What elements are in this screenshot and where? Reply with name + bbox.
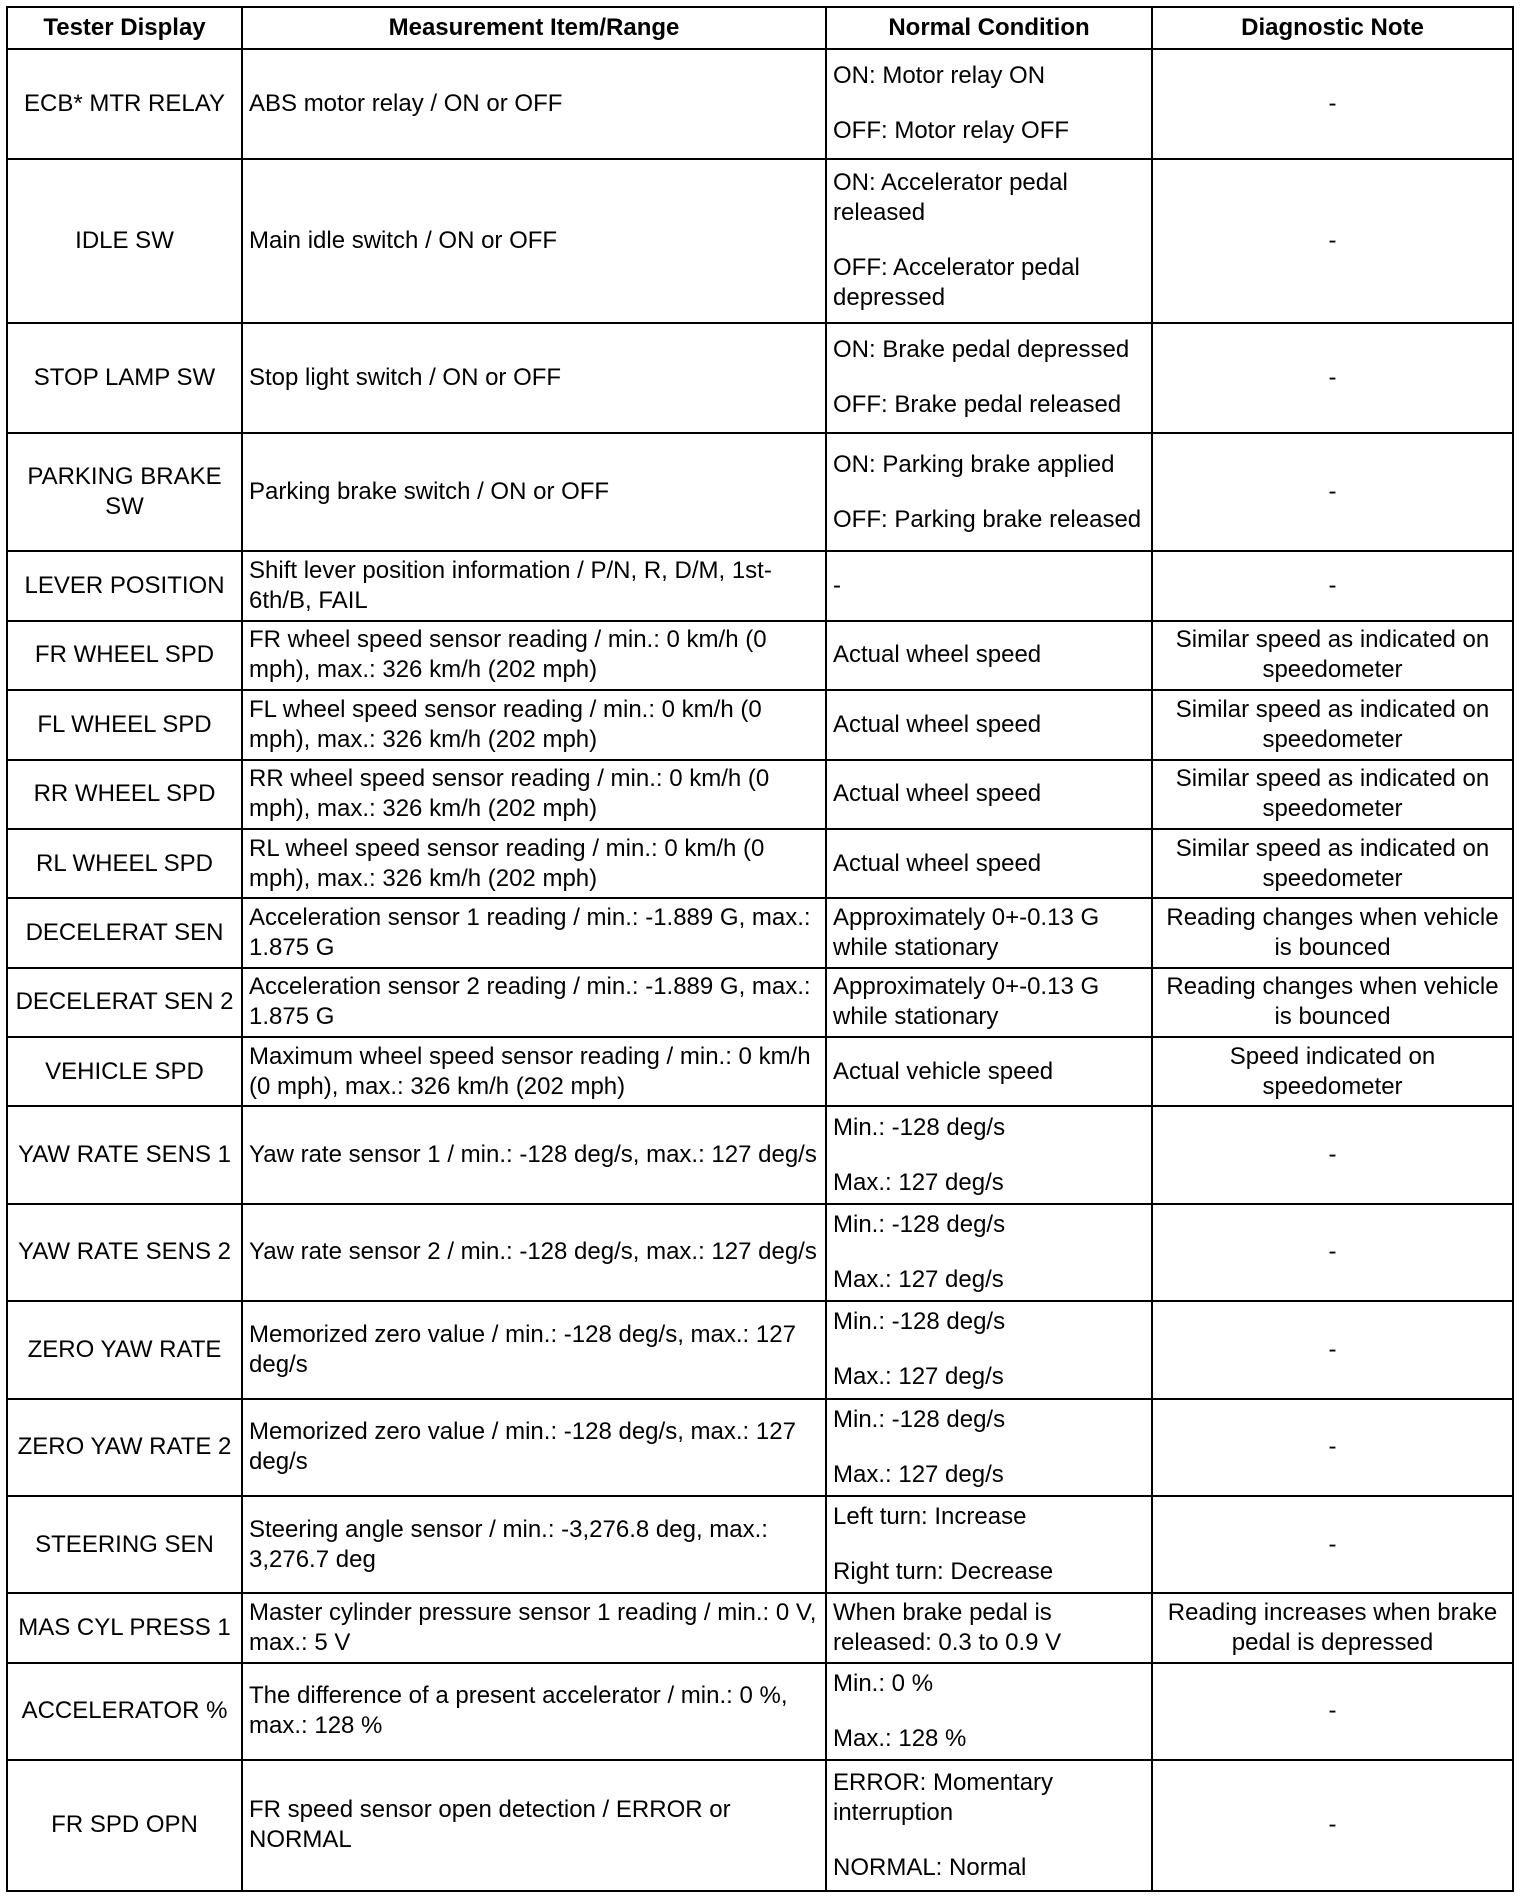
normal-condition-cell bbox=[826, 551, 1152, 620]
measurement-item-cell: Stop light switch / ON or OFF bbox=[242, 323, 826, 433]
tester-display-cell: YAW RATE SENS 2 bbox=[7, 1204, 242, 1301]
normal-condition-cell bbox=[826, 1593, 1152, 1662]
table-row bbox=[7, 621, 1513, 690]
table-row bbox=[7, 433, 1513, 552]
diagnostic-note-cell: Similar speed as indicated on speedometer bbox=[1152, 829, 1513, 898]
normal-condition-line: Min.: -128 deg/s bbox=[833, 1308, 1006, 1336]
normal-condition-line: Min.: -128 deg/s bbox=[833, 1113, 1006, 1141]
table-row bbox=[7, 968, 1513, 1037]
table-row bbox=[7, 690, 1513, 759]
normal-condition-line: ON: Parking brake applied bbox=[833, 450, 1115, 478]
diagnostic-note-cell: - bbox=[1152, 159, 1513, 324]
diagnostic-note-cell: - bbox=[1152, 1106, 1513, 1203]
diagnostic-note-cell: - bbox=[1152, 1301, 1513, 1398]
tester-display-cell: ZERO YAW RATE bbox=[7, 1301, 242, 1398]
table-row bbox=[7, 323, 1513, 433]
normal-condition-cell bbox=[826, 1301, 1152, 1398]
normal-condition-cell bbox=[826, 1760, 1152, 1891]
normal-condition-cell bbox=[826, 1496, 1152, 1593]
diagnostic-note-cell: - bbox=[1152, 49, 1513, 159]
table-row bbox=[7, 1496, 1513, 1593]
tester-display-cell: ECB* MTR RELAY bbox=[7, 49, 242, 159]
tester-display-cell: DECELERAT SEN 2 bbox=[7, 968, 242, 1037]
tester-display-cell: STEERING SEN bbox=[7, 1496, 242, 1593]
measurement-item-cell: Memorized zero value / min.: -128 deg/s, max.: 127 deg/s bbox=[242, 1301, 826, 1398]
normal-condition-line: Right turn: Decrease bbox=[833, 1558, 1054, 1586]
normal-condition-line: OFF: Motor relay OFF bbox=[833, 117, 1070, 145]
measurement-item-cell: FR wheel speed sensor reading / min.: 0 km/h (0 mph), max.: 326 km/h (202 mph) bbox=[242, 621, 826, 690]
table-row bbox=[7, 1301, 1513, 1398]
normal-condition-cell bbox=[826, 968, 1152, 1037]
tester-display-cell: DECELERAT SEN bbox=[7, 898, 242, 967]
normal-condition-line: Left turn: Increase bbox=[833, 1503, 1027, 1531]
measurement-item-cell: Acceleration sensor 1 reading / min.: -1.889 G, max.: 1.875 G bbox=[242, 898, 826, 967]
normal-condition-line: ERROR: Momentary interruption bbox=[833, 1768, 1054, 1826]
measurement-item-cell: Shift lever position information / P/N, R, D/M, 1st-6th/B, FAIL bbox=[242, 551, 826, 620]
normal-condition-line: Actual wheel speed bbox=[833, 780, 1042, 808]
table-row bbox=[7, 159, 1513, 324]
table-row bbox=[7, 551, 1513, 620]
tester-display-cell: RL WHEEL SPD bbox=[7, 829, 242, 898]
diagnostic-note-cell: Reading changes when vehicle is bounced bbox=[1152, 898, 1513, 967]
normal-condition-line: Max.: 128 % bbox=[833, 1724, 967, 1752]
tester-display-cell: VEHICLE SPD bbox=[7, 1037, 242, 1106]
normal-condition-cell bbox=[826, 433, 1152, 552]
diagnostic-note-cell: Reading increases when brake pedal is depressed bbox=[1152, 1593, 1513, 1662]
measurement-item-cell: Acceleration sensor 2 reading / min.: -1.889 G, max.: 1.875 G bbox=[242, 968, 826, 1037]
diagnostic-note-cell: - bbox=[1152, 551, 1513, 620]
normal-condition-line: Min.: 0 % bbox=[833, 1669, 934, 1697]
diagnostic-note-cell: Reading changes when vehicle is bounced bbox=[1152, 968, 1513, 1037]
normal-condition-cell bbox=[826, 621, 1152, 690]
measurement-item-cell: Maximum wheel speed sensor reading / min.: 0 km/h (0 mph), max.: 326 km/h (202 mph) bbox=[242, 1037, 826, 1106]
table-row bbox=[7, 1399, 1513, 1496]
normal-condition-line: Min.: -128 deg/s bbox=[833, 1405, 1006, 1433]
normal-condition-line: Max.: 127 deg/s bbox=[833, 1460, 1004, 1488]
diagnostic-note-cell: Similar speed as indicated on speedometer bbox=[1152, 760, 1513, 829]
table-row bbox=[7, 1204, 1513, 1301]
table-row bbox=[7, 1760, 1513, 1891]
diagnostic-note-cell: - bbox=[1152, 433, 1513, 552]
normal-condition-cell bbox=[826, 1037, 1152, 1106]
normal-condition-cell bbox=[826, 1663, 1152, 1760]
normal-condition-cell bbox=[826, 159, 1152, 324]
tester-display-cell: IDLE SW bbox=[7, 159, 242, 324]
normal-condition-cell bbox=[826, 898, 1152, 967]
tester-display-cell: YAW RATE SENS 1 bbox=[7, 1106, 242, 1203]
table-row bbox=[7, 898, 1513, 967]
tester-display-cell: RR WHEEL SPD bbox=[7, 760, 242, 829]
header-normal-condition: Normal Condition bbox=[826, 7, 1152, 49]
measurement-item-cell: Main idle switch / ON or OFF bbox=[242, 159, 826, 324]
normal-condition-line: Actual wheel speed bbox=[833, 641, 1042, 669]
measurement-item-cell: RR wheel speed sensor reading / min.: 0 km/h (0 mph), max.: 326 km/h (202 mph) bbox=[242, 760, 826, 829]
tester-display-cell: FL WHEEL SPD bbox=[7, 690, 242, 759]
normal-condition-line: OFF: Brake pedal released bbox=[833, 391, 1122, 419]
measurement-item-cell: Yaw rate sensor 1 / min.: -128 deg/s, max.: 127 deg/s bbox=[242, 1106, 826, 1203]
diagnostic-note-cell: Speed indicated on speedometer bbox=[1152, 1037, 1513, 1106]
diagnostic-note-cell: - bbox=[1152, 1496, 1513, 1593]
normal-condition-cell bbox=[826, 1204, 1152, 1301]
measurement-item-cell: Memorized zero value / min.: -128 deg/s, max.: 127 deg/s bbox=[242, 1399, 826, 1496]
measurement-item-cell: Yaw rate sensor 2 / min.: -128 deg/s, max.: 127 deg/s bbox=[242, 1204, 826, 1301]
diagnostic-note-cell: Similar speed as indicated on speedometer bbox=[1152, 621, 1513, 690]
normal-condition-cell bbox=[826, 690, 1152, 759]
normal-condition-line: - bbox=[833, 572, 841, 600]
measurement-item-cell: The difference of a present accelerator / min.: 0 %, max.: 128 % bbox=[242, 1663, 826, 1760]
tester-display-cell: ACCELERATOR % bbox=[7, 1663, 242, 1760]
table-body bbox=[7, 49, 1513, 1891]
normal-condition-line: Max.: 127 deg/s bbox=[833, 1363, 1004, 1391]
measurement-item-cell: Steering angle sensor / min.: -3,276.8 deg, max.: 3,276.7 deg bbox=[242, 1496, 826, 1593]
tester-display-cell: MAS CYL PRESS 1 bbox=[7, 1593, 242, 1662]
table-row bbox=[7, 1037, 1513, 1106]
header-diagnostic-note: Diagnostic Note bbox=[1152, 7, 1513, 49]
normal-condition-line: ON: Motor relay ON bbox=[833, 62, 1046, 90]
normal-condition-line: OFF: Accelerator pedal depressed bbox=[833, 254, 1080, 312]
measurement-item-cell: Master cylinder pressure sensor 1 reading / min.: 0 V, max.: 5 V bbox=[242, 1593, 826, 1662]
normal-condition-line: NORMAL: Normal bbox=[833, 1853, 1027, 1881]
header-tester-display: Tester Display bbox=[7, 7, 242, 49]
diagnostic-note-cell: - bbox=[1152, 1204, 1513, 1301]
table-row bbox=[7, 760, 1513, 829]
diagnostic-note-cell: - bbox=[1152, 1663, 1513, 1760]
normal-condition-cell bbox=[826, 829, 1152, 898]
tester-display-cell: ZERO YAW RATE 2 bbox=[7, 1399, 242, 1496]
normal-condition-line: Min.: -128 deg/s bbox=[833, 1210, 1006, 1238]
table-row bbox=[7, 1593, 1513, 1662]
normal-condition-line: ON: Brake pedal depressed bbox=[833, 336, 1130, 364]
normal-condition-line: OFF: Parking brake released bbox=[833, 505, 1142, 533]
diagnostic-note-cell: - bbox=[1152, 323, 1513, 433]
diagnostic-note-cell: Similar speed as indicated on speedometer bbox=[1152, 690, 1513, 759]
tester-display-cell: FR WHEEL SPD bbox=[7, 621, 242, 690]
normal-condition-line: When brake pedal is released: 0.3 to 0.9 V bbox=[833, 1598, 1062, 1656]
normal-condition-line: Actual wheel speed bbox=[833, 710, 1042, 738]
data-monitor-table bbox=[6, 6, 1514, 1892]
tester-display-cell: STOP LAMP SW bbox=[7, 323, 242, 433]
measurement-item-cell: RL wheel speed sensor reading / min.: 0 km/h (0 mph), max.: 326 km/h (202 mph) bbox=[242, 829, 826, 898]
normal-condition-cell bbox=[826, 49, 1152, 159]
table-row bbox=[7, 829, 1513, 898]
measurement-item-cell: ABS motor relay / ON or OFF bbox=[242, 49, 826, 159]
diagnostic-note-cell: - bbox=[1152, 1760, 1513, 1891]
measurement-item-cell: Parking brake switch / ON or OFF bbox=[242, 433, 826, 552]
normal-condition-line: Max.: 127 deg/s bbox=[833, 1265, 1004, 1293]
tester-display-cell: PARKING BRAKE SW bbox=[7, 433, 242, 552]
normal-condition-line: ON: Accelerator pedal released bbox=[833, 169, 1068, 227]
normal-condition-cell bbox=[826, 1106, 1152, 1203]
header-measurement-item: Measurement Item/Range bbox=[242, 7, 826, 49]
normal-condition-cell bbox=[826, 760, 1152, 829]
normal-condition-line: Approximately 0+-0.13 G while stationary bbox=[833, 973, 1100, 1031]
normal-condition-line: Actual vehicle speed bbox=[833, 1057, 1054, 1085]
table-row bbox=[7, 49, 1513, 159]
tester-display-cell: LEVER POSITION bbox=[7, 551, 242, 620]
measurement-item-cell: FL wheel speed sensor reading / min.: 0 km/h (0 mph), max.: 326 km/h (202 mph) bbox=[242, 690, 826, 759]
table-row bbox=[7, 1663, 1513, 1760]
normal-condition-line: Approximately 0+-0.13 G while stationary bbox=[833, 903, 1100, 961]
diagnostic-note-cell: - bbox=[1152, 1399, 1513, 1496]
normal-condition-line: Actual wheel speed bbox=[833, 849, 1042, 877]
normal-condition-cell bbox=[826, 323, 1152, 433]
normal-condition-line: Max.: 127 deg/s bbox=[833, 1168, 1004, 1196]
header-row bbox=[7, 7, 1513, 49]
tester-display-cell: FR SPD OPN bbox=[7, 1760, 242, 1891]
measurement-item-cell: FR speed sensor open detection / ERROR or NORMAL bbox=[242, 1760, 826, 1891]
normal-condition-cell bbox=[826, 1399, 1152, 1496]
table-row bbox=[7, 1106, 1513, 1203]
